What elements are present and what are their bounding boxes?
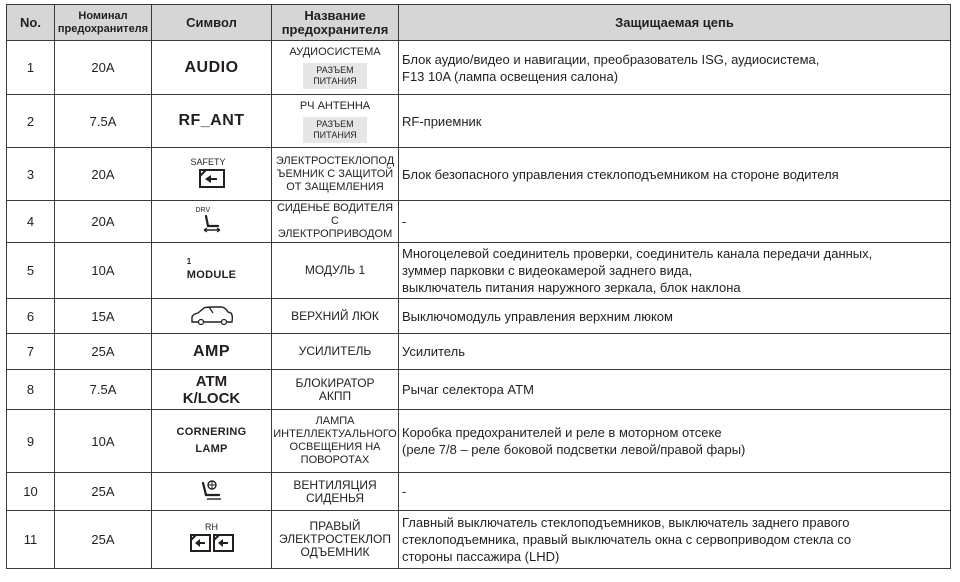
fuse-circuit: - (399, 473, 951, 511)
seat-ventilation-icon (199, 477, 225, 503)
fuse-rating: 20A (55, 201, 152, 243)
fuse-name: ЛАМПА ИНТЕЛЛЕКТУАЛЬНОГО ОСВЕЩЕНИЯ НА ПОВОРОТАХ (272, 410, 399, 473)
header-symbol: Символ (152, 5, 272, 41)
fuse-number: 8 (7, 370, 55, 410)
fuse-name: БЛОКИРАТОР АКПП (272, 370, 399, 410)
fuse-rating: 10A (55, 410, 152, 473)
safety-window-icon: SAFETY (197, 157, 227, 192)
fuse-rating: 7.5A (55, 95, 152, 148)
header-circuit: Защищаемая цепь (399, 5, 951, 41)
fuse-circuit: Многоцелевой соединитель проверки, соединитель канала передачи данных, зуммер парковки с видеокамерой заднего вида, выключатель питания наружного зеркала, блок наклона (399, 243, 951, 299)
table-row (7, 334, 951, 370)
fuse-name: ПРАВЫЙ ЭЛЕКТРОСТЕКЛОП ОДЪЕМНИК (272, 511, 399, 569)
fuse-circuit: Блок аудио/видео и навигации, преобразователь ISG, аудиосистема, F13 10A (лампа освещения салона) (399, 41, 951, 95)
fuse-name: АУДИОСИСТЕМА РАЗЪЕМ ПИТАНИЯ (272, 41, 399, 95)
table-row (7, 41, 951, 95)
fuse-symbol: CORNERING LAMP (152, 410, 272, 473)
right-power-window-icon: RH (189, 522, 235, 557)
table-row (7, 95, 951, 148)
sunroof-car-icon (189, 304, 235, 326)
fuse-rating: 25A (55, 511, 152, 569)
fuse-name: РЧ АНТЕННА РАЗЪЕМ ПИТАНИЯ (272, 95, 399, 148)
fuse-name: УСИЛИТЕЛЬ (272, 334, 399, 370)
fuse-number: 5 (7, 243, 55, 299)
fuse-number: 9 (7, 410, 55, 473)
fuse-symbol (152, 201, 272, 243)
fuse-symbol: ATM K/LOCK (152, 370, 272, 410)
connector-badge: РАЗЪЕМ ПИТАНИЯ (303, 117, 367, 143)
fuse-rating: 25A (55, 334, 152, 370)
fuse-number: 7 (7, 334, 55, 370)
fuse-circuit: Рычаг селектора ATM (399, 370, 951, 410)
fuse-rating: 20A (55, 41, 152, 95)
fuse-circuit: Выключомодуль управления верхним люком (399, 299, 951, 334)
table-row (7, 201, 951, 243)
connector-badge: РАЗЪЕМ ПИТАНИЯ (303, 63, 367, 89)
fuse-table (6, 4, 951, 569)
fuse-name: ВЕНТИЛЯЦИЯ СИДЕНЬЯ (272, 473, 399, 511)
header-name: Название предохранителя (272, 5, 399, 41)
power-seat-icon: DRV (200, 207, 224, 237)
fuse-number: 4 (7, 201, 55, 243)
fuse-rating: 20A (55, 148, 152, 201)
header-row (7, 5, 951, 41)
table-row (7, 410, 951, 473)
fuse-circuit: Коробка предохранителей и реле в моторном отсеке (реле 7/8 – реле боковой подсветки левой/правой фары) (399, 410, 951, 473)
table-row (7, 473, 951, 511)
fuse-number: 6 (7, 299, 55, 334)
fuse-rating: 25A (55, 473, 152, 511)
table-row (7, 511, 951, 569)
fuse-circuit: Главный выключатель стеклоподъемников, выключатель заднего правого стеклоподъемника, правый выключатель окна с сервоприводом стекла со стороны пассажира (LHD) (399, 511, 951, 569)
table-row (7, 243, 951, 299)
fuse-symbol: 1 MODULE (152, 243, 272, 299)
fuse-circuit: Усилитель (399, 334, 951, 370)
table-row (7, 299, 951, 334)
fuse-number: 2 (7, 95, 55, 148)
header-rating: Номинал предохранителя (55, 5, 152, 41)
fuse-rating: 10A (55, 243, 152, 299)
fuse-name: СИДЕНЬЕ ВОДИТЕЛЯ С ЭЛЕКТРОПРИВОДОМ (272, 201, 399, 243)
table-row (7, 370, 951, 410)
fuse-symbol: AMP (152, 334, 272, 370)
table-row (7, 148, 951, 201)
fuse-symbol (152, 511, 272, 569)
fuse-name: ЭЛЕКТРОСТЕКЛОПОД ЪЕМНИК С ЗАЩИТОЙ ОТ ЗАЩЕМЛЕНИЯ (272, 148, 399, 201)
fuse-number: 10 (7, 473, 55, 511)
fuse-symbol: AUDIO (152, 41, 272, 95)
fuse-circuit: - (399, 201, 951, 243)
fuse-name: ВЕРХНИЙ ЛЮК (272, 299, 399, 334)
fuse-number: 11 (7, 511, 55, 569)
fuse-symbol (152, 148, 272, 201)
fuse-symbol (152, 473, 272, 511)
fuse-symbol: RF_ANT (152, 95, 272, 148)
fuse-number: 3 (7, 148, 55, 201)
header-no: No. (7, 5, 55, 41)
fuse-rating: 15A (55, 299, 152, 334)
fuse-name: МОДУЛЬ 1 (272, 243, 399, 299)
fuse-symbol (152, 299, 272, 334)
fuse-number: 1 (7, 41, 55, 95)
fuse-rating: 7.5A (55, 370, 152, 410)
fuse-circuit: Блок безопасного управления стеклоподъемником на стороне водителя (399, 148, 951, 201)
fuse-circuit: RF-приемник (399, 95, 951, 148)
